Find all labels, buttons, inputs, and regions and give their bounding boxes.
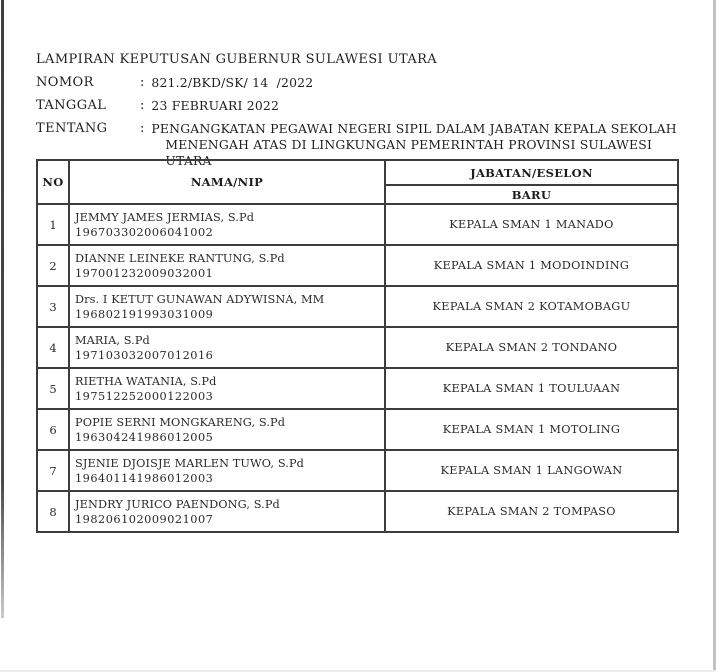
table-row xyxy=(37,491,678,532)
cell-jabatan: KEPALA SMAN 2 KOTAMOBAGU xyxy=(385,286,678,327)
doc-title: LAMPIRAN KEPUTUSAN GUBERNUR SULAWESI UTARA xyxy=(36,52,438,67)
doc-header xyxy=(36,52,684,169)
field-value-tanggal: 23 FEBRUARI 2022 xyxy=(151,98,280,113)
person-name: RIETHA WATANIA, S.Pd xyxy=(75,374,217,388)
person-name: MARIA, S.Pd xyxy=(75,333,150,347)
table-row xyxy=(37,204,678,245)
table-row xyxy=(37,409,678,450)
cell-nama-nip xyxy=(69,491,385,532)
person-nip: 196401141986012003 xyxy=(75,471,214,485)
cell-jabatan: KEPALA SMAN 2 TOMPASO xyxy=(385,491,678,532)
col-header-nama-nip: NAMA/NIP xyxy=(69,160,385,204)
cell-no: 2 xyxy=(37,245,69,286)
person-name: JENDRY JURICO PAENDONG, S.Pd xyxy=(75,497,280,511)
person-nip: 196802191993031009 xyxy=(75,307,214,321)
person-nip: 198206102009021007 xyxy=(75,512,214,526)
field-label-tanggal: TANGGAL xyxy=(36,98,107,113)
cell-jabatan: KEPALA SMAN 1 MODOINDING xyxy=(385,245,678,286)
field-value-nomor: 821.2/BKD/SK/ 14 /2022 xyxy=(151,75,314,90)
field-sep-nomor: : xyxy=(140,75,145,90)
person-nip: 196703302006041002 xyxy=(75,225,214,239)
field-label-nomor: NOMOR xyxy=(36,75,94,90)
field-row-tanggal xyxy=(36,98,684,114)
person-name: Drs. I KETUT GUNAWAN ADYWISNA, MM xyxy=(75,292,325,306)
table-header xyxy=(37,160,678,204)
scan-edge-left xyxy=(1,0,4,618)
person-name: JEMMY JAMES JERMIAS, S.Pd xyxy=(75,210,255,224)
field-row-nomor xyxy=(36,75,684,91)
field-value-tentang-line1: PENGANGKATAN PEGAWAI NEGERI SIPIL DALAM JABATAN KEPALA SEKOLAH xyxy=(151,121,677,136)
cell-nama-nip xyxy=(69,450,385,491)
field-label-tentang: TENTANG xyxy=(36,121,108,136)
person-nip: 197001232009032001 xyxy=(75,266,214,280)
col-header-no: NO xyxy=(37,160,69,204)
person-nip: 197103032007012016 xyxy=(75,348,214,362)
cell-no: 8 xyxy=(37,491,69,532)
cell-nama-nip xyxy=(69,245,385,286)
cell-no: 4 xyxy=(37,327,69,368)
cell-nama-nip xyxy=(69,204,385,245)
cell-jabatan: KEPALA SMAN 1 LANGOWAN xyxy=(385,450,678,491)
cell-nama-nip xyxy=(69,286,385,327)
cell-no: 1 xyxy=(37,204,69,245)
cell-no: 5 xyxy=(37,368,69,409)
table-row xyxy=(37,368,678,409)
table-row xyxy=(37,286,678,327)
table-row xyxy=(37,450,678,491)
table-row xyxy=(37,245,678,286)
person-name: SJENIE DJOISJE MARLEN TUWO, S.Pd xyxy=(75,456,304,470)
field-sep-tentang: : xyxy=(140,121,145,136)
person-name: POPIE SERNI MONGKARENG, S.Pd xyxy=(75,415,286,429)
table-body xyxy=(37,204,678,532)
col-subheader-baru: BARU xyxy=(385,185,678,204)
person-name: DIANNE LEINEKE RANTUNG, S.Pd xyxy=(75,251,285,265)
cell-jabatan: KEPALA SMAN 1 TOULUAAN xyxy=(385,368,678,409)
cell-nama-nip xyxy=(69,327,385,368)
cell-no: 7 xyxy=(37,450,69,491)
cell-jabatan: KEPALA SMAN 1 MOTOLING xyxy=(385,409,678,450)
field-value-tentang-line2: MENENGAH ATAS DI LINGKUNGAN PEMERINTAH PROVINSI SULAWESI UTARA xyxy=(165,137,653,168)
cell-no: 6 xyxy=(37,409,69,450)
appointments-table xyxy=(36,159,679,533)
col-header-jabatan-eselon: JABATAN/ESELON xyxy=(385,160,678,185)
cell-nama-nip xyxy=(69,409,385,450)
cell-nama-nip xyxy=(69,368,385,409)
table-row xyxy=(37,327,678,368)
person-nip: 196304241986012005 xyxy=(75,430,214,444)
cell-no: 3 xyxy=(37,286,69,327)
field-sep-tanggal: : xyxy=(140,98,145,113)
cell-jabatan: KEPALA SMAN 2 TONDANO xyxy=(385,327,678,368)
cell-jabatan: KEPALA SMAN 1 MANADO xyxy=(385,204,678,245)
person-nip: 197512252000122003 xyxy=(75,389,214,403)
